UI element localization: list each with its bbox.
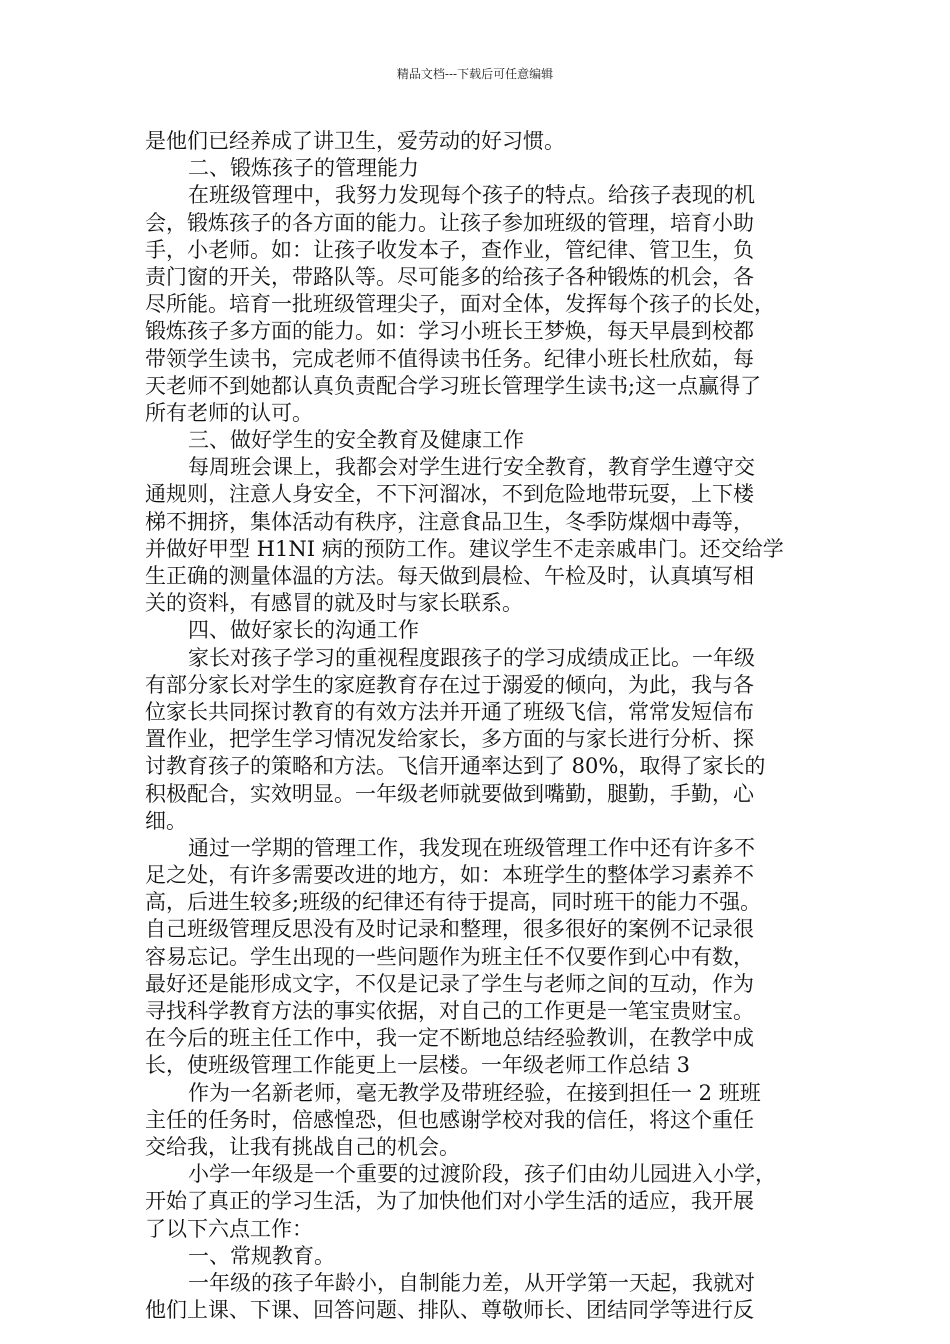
text-line: 生正确的测量体温的方法。每天做到晨检、午检及时，认真填写相 — [145, 564, 754, 588]
text-line: 二、锻炼孩子的管理能力 — [188, 156, 419, 181]
text-line: 并做好甲型 H1NI 病的预防工作。建议学生不走亲戚串门。还交给学 — [145, 536, 784, 561]
text-line: 有部分家长对学生的家庭教育存在过于溺爱的倾向，为此，我与各 — [145, 672, 754, 697]
text-line: 他们上课、下课、回答问题、排队、尊敬师长、团结同学等进行反 — [145, 1298, 754, 1323]
text-line: 在今后的班主任工作中，我一定不断地总结经验教训，在教学中成 — [145, 1026, 754, 1051]
text-line: 积极配合，实效明显。一年级老师就要做到嘴勤，腿勤，手勤，心 — [145, 781, 754, 806]
text-line: 是他们已经养成了讲卫生，爱劳动的好习惯。 — [145, 129, 565, 153]
text-line: 寻找科学教育方法的事实依据，对自己的工作更是一笔宝贵财宝。 — [145, 999, 754, 1023]
text-line: 置作业，把学生学习情况发给家长，多方面的与家长进行分析、探 — [145, 727, 754, 752]
text-line: 所有老师的认可。 — [145, 400, 313, 425]
text-line: 通规则，注意人身安全，不下河溜冰，不到危险地带玩耍，上下楼 — [145, 482, 754, 507]
text-line: 位家长共同探讨教育的有效方法并开通了班级飞信，常常发短信布 — [145, 699, 754, 724]
text-line: 手，小老师。如：让孩子收发本子，查作业，管纪律、管卫生，负 — [145, 237, 754, 262]
text-line: 最好还是能形成文字，不仅是记录了学生与老师之间的互动，作为 — [145, 971, 754, 996]
text-line: 长，使班级管理工作能更上一层楼。一年级老师工作总结 3 — [145, 1053, 691, 1078]
text-line: 三、做好学生的安全教育及健康工作 — [188, 428, 524, 453]
text-line: 尽所能。培育一批班级管理尖子，面对全体，发挥每个孩子的长处， — [145, 292, 775, 317]
text-line: 小学一年级是一个重要的过渡阶段，孩子们由幼儿园进入小学， — [188, 1162, 776, 1187]
text-line: 责门窗的开关，带路队等。尽可能多的给孩子各种锻炼的机会，各 — [145, 264, 754, 289]
text-line: 了以下六点工作： — [145, 1216, 313, 1241]
text-line: 天老师不到她都认真负责配合学习班长管理学生读书;这一点赢得了 — [145, 373, 762, 398]
text-line: 讨教育孩子的策略和方法。飞信开通率达到了 80%，取得了家长的 — [145, 754, 766, 779]
text-line: 主任的任务时，倍感惶恐，但也感谢学校对我的信任，将这个重任 — [145, 1107, 754, 1132]
page-header-text: 精品文档---下载后可任意编辑 — [396, 67, 554, 81]
text-line: 在班级管理中，我努力发现每个孩子的特点。给孩子表现的机 — [188, 183, 755, 208]
text-line: 梯不拥挤，集体活动有秩序，注意食品卫生，冬季防煤烟中毒等， — [145, 509, 754, 534]
text-line: 开始了真正的学习生活，为了加快他们对小学生活的适应，我开展 — [145, 1189, 754, 1214]
text-line: 会，锻炼孩子的各方面的能力。让孩子参加班级的管理，培育小助 — [145, 210, 754, 235]
text-line: 自己班级管理反思没有及时记录和整理，很多很好的案例不记录很 — [145, 917, 754, 942]
text-line: 细。 — [145, 808, 187, 833]
text-line: 容易忘记。学生出现的一些问题作为班主任不仅要作到心中有数， — [145, 944, 754, 969]
page-header — [0, 66, 950, 82]
text-line: 带领学生读书，完成老师不值得读书任务。纪律小班长杜欣茹，每 — [145, 346, 754, 371]
text-line: 通过一学期的管理工作，我发现在班级管理工作中还有许多不 — [188, 835, 755, 860]
text-line: 足之处，有许多需要改进的地方，如：本班学生的整体学习素养不 — [145, 863, 754, 888]
text-line: 关的资料，有感冒的就及时与家长联系。 — [145, 591, 523, 616]
text-line: 家长对孩子学习的重视程度跟孩子的学习成绩成正比。一年级 — [188, 645, 755, 670]
text-line: 四、做好家长的沟通工作 — [188, 618, 419, 643]
text-line: 每周班会课上，我都会对学生进行安全教育，教育学生遵守交 — [188, 455, 755, 480]
text-line: 交给我，让我有挑战自己的机会。 — [145, 1134, 460, 1159]
text-line: 一、常规教育。 — [188, 1243, 335, 1268]
text-line: 一年级的孩子年龄小，自制能力差，从开学第一天起，我就对 — [188, 1270, 755, 1295]
document-body — [145, 128, 813, 1324]
text-line: 锻炼孩子多方面的能力。如：学习小班长王梦焕，每天早晨到校都 — [145, 319, 754, 344]
text-line: 高，后进生较多;班级的纪律还有待于提高，同时班干的能力不强。 — [145, 890, 762, 915]
text-line: 作为一名新老师，毫无教学及带班经验，在接到担任一 2 班班 — [188, 1080, 761, 1105]
